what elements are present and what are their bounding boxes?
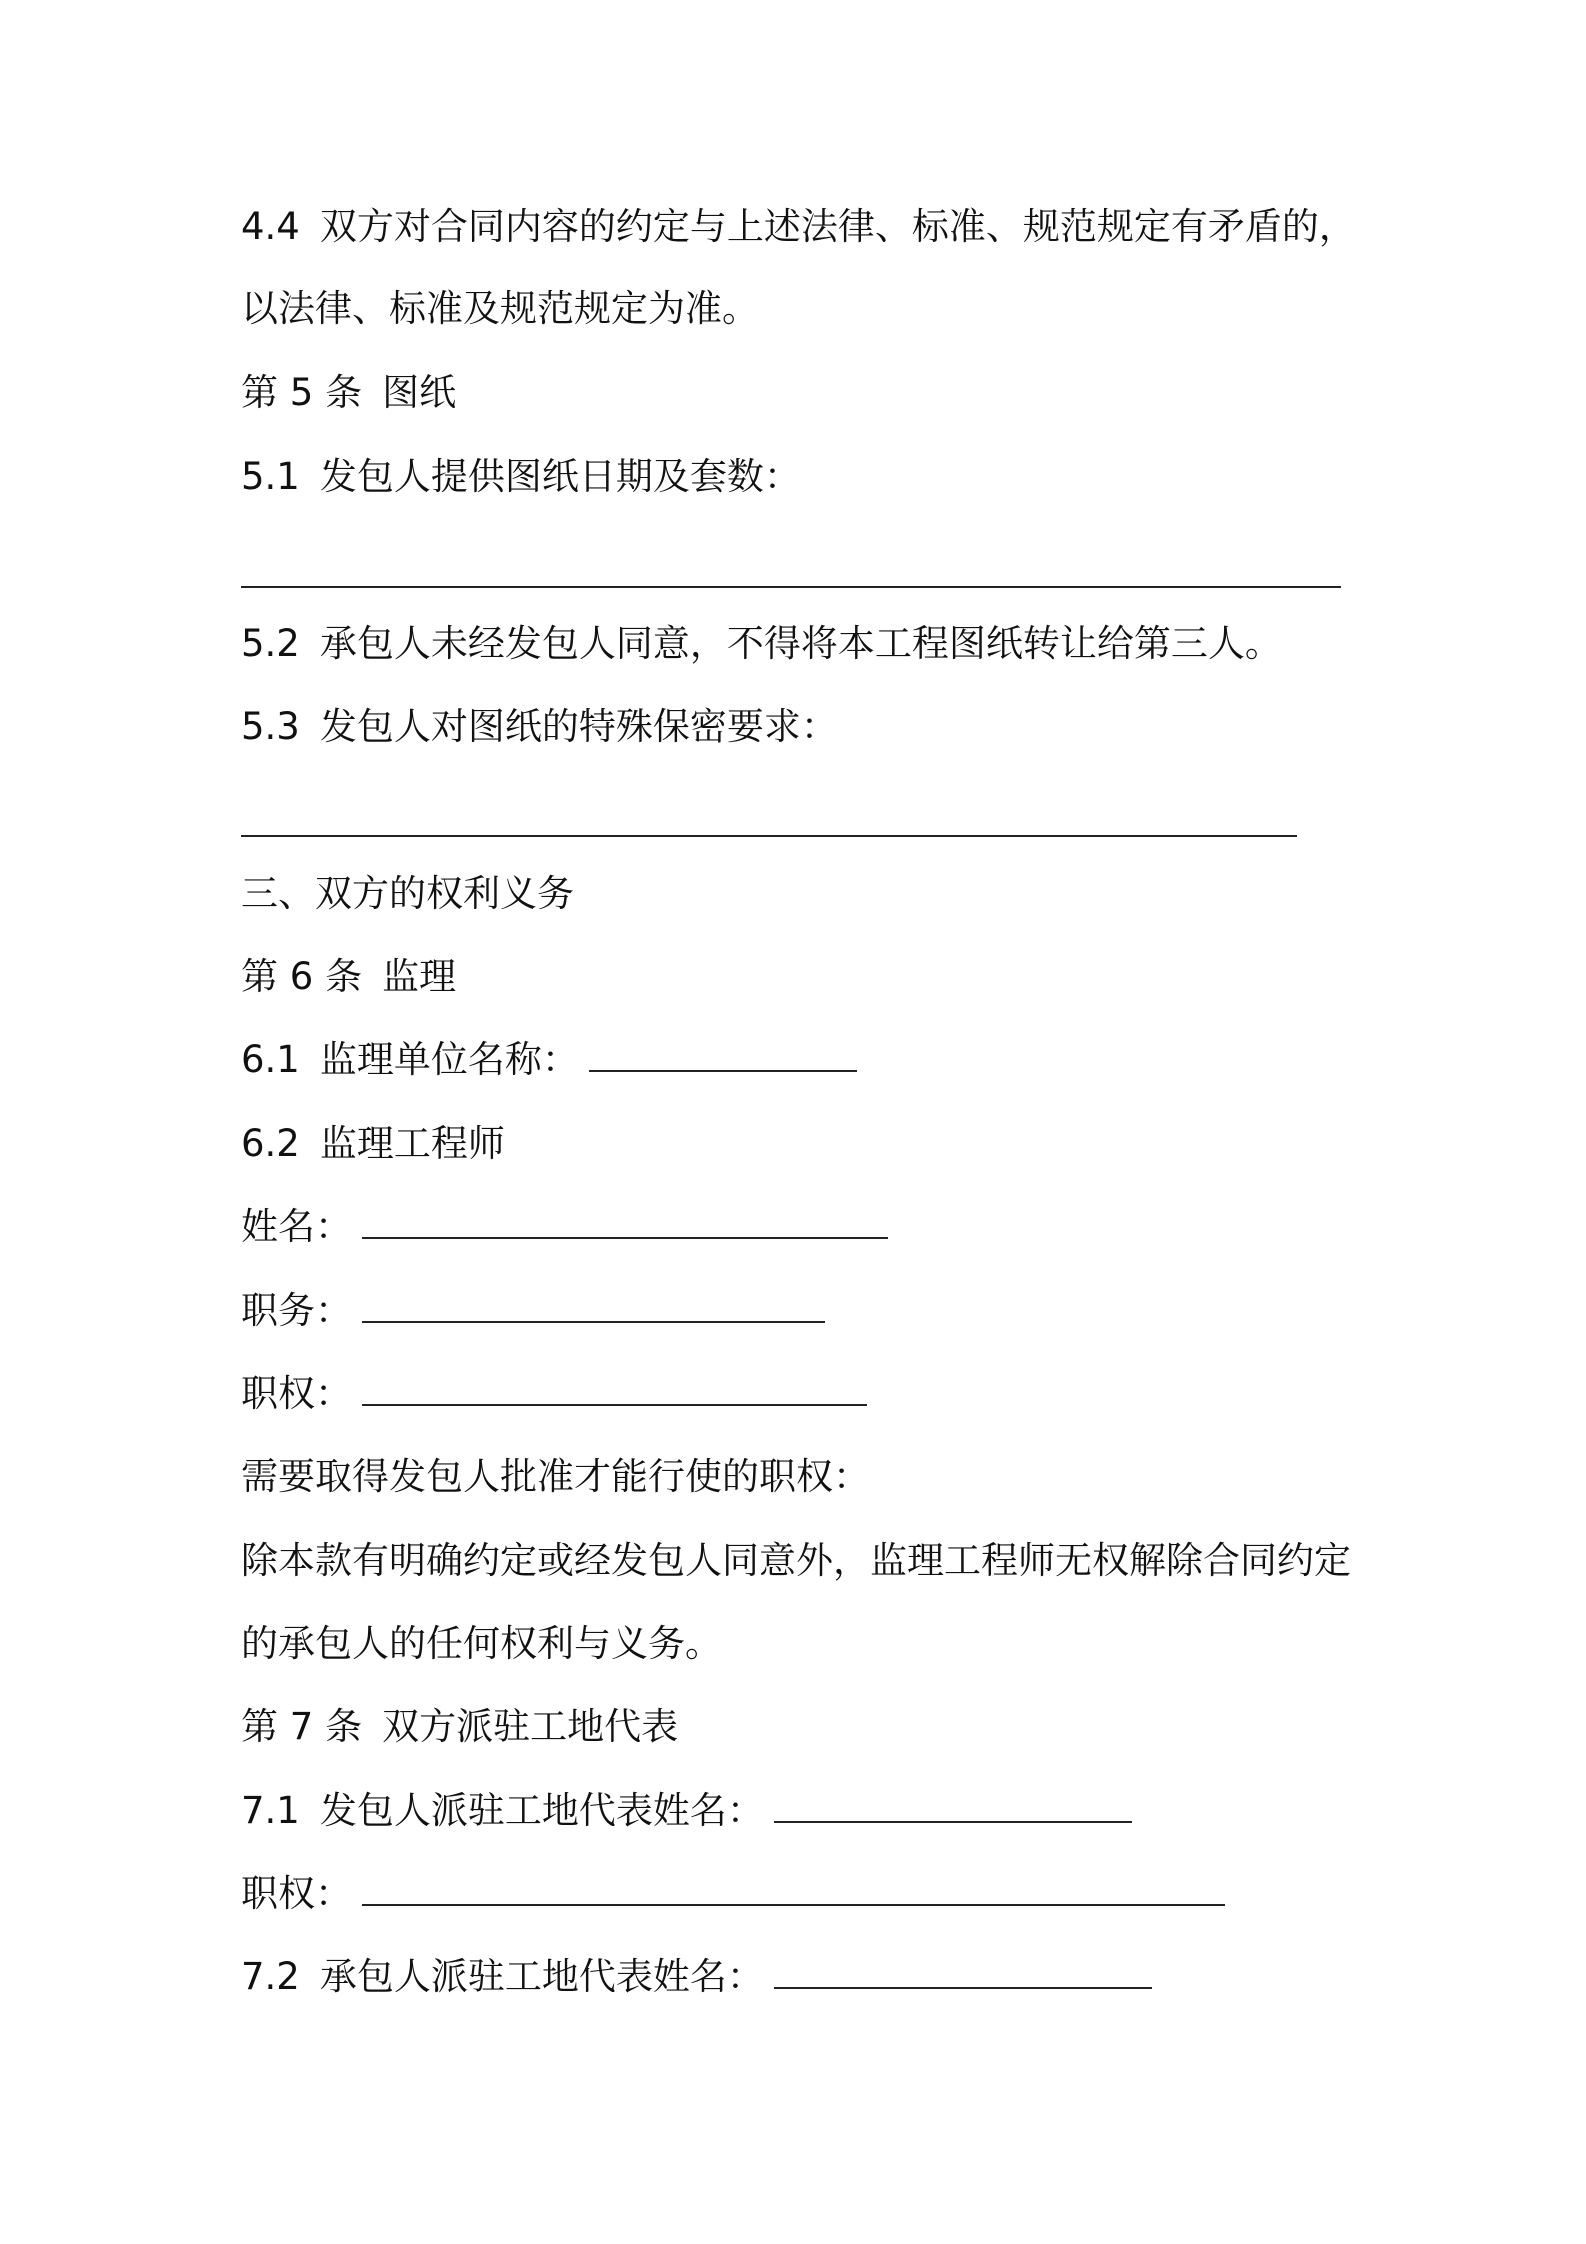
fill-in-line-5-3[interactable] xyxy=(241,835,1297,837)
blank-field[interactable] xyxy=(774,1986,1152,1989)
clause-number: 6.2 xyxy=(241,1122,300,1165)
clause-text: 双方对合同内容的约定与上述法律、标准、规范规定有矛盾的， xyxy=(319,205,1356,248)
blank-field[interactable] xyxy=(362,1236,888,1239)
blank-field[interactable] xyxy=(589,1069,857,1072)
clause-6-1 xyxy=(241,1038,857,1082)
exception-line-1 xyxy=(241,1539,1351,1583)
clause-text: 承包人未经发包人同意，不得将本工程图纸转让给第三人。 xyxy=(319,622,1282,665)
clause-text: 监理工程师 xyxy=(319,1122,505,1165)
blank-field[interactable] xyxy=(362,1403,867,1406)
clause-number: 6.1 xyxy=(241,1038,300,1081)
clause-number: 5.2 xyxy=(241,622,300,665)
clause-7-1 xyxy=(241,1789,1132,1833)
section-title: 三、双方的权利义务 xyxy=(241,872,574,915)
rep-power-row xyxy=(241,1872,1225,1916)
clause-text: 以法律、标准及规范规定为准。 xyxy=(241,287,759,330)
field-label: 姓名： xyxy=(241,1205,352,1248)
clause-text: 发包人派驻工地代表姓名： xyxy=(319,1789,764,1832)
clause-number: 7.2 xyxy=(241,1955,300,1998)
article-number: 第 6 条 xyxy=(241,955,363,998)
clause-4-4-line-2 xyxy=(241,287,759,331)
field-label: 职权： xyxy=(241,1872,352,1915)
article-7-heading xyxy=(241,1705,678,1749)
clause-number: 7.1 xyxy=(241,1789,300,1832)
field-label: 职务： xyxy=(241,1289,352,1332)
clause-number: 5.1 xyxy=(241,455,300,498)
clause-5-1 xyxy=(241,455,801,499)
clause-text: 发包人对图纸的特殊保密要求： xyxy=(319,705,838,748)
clause-5-2 xyxy=(241,622,1282,666)
clause-number: 4.4 xyxy=(241,205,300,248)
clause-7-2 xyxy=(241,1955,1152,1999)
clause-text: 的承包人的任何权利与义务。 xyxy=(241,1622,722,1665)
engineer-duty-row xyxy=(241,1289,825,1333)
article-number: 第 5 条 xyxy=(241,371,363,414)
clause-number: 5.3 xyxy=(241,705,300,748)
clause-text: 除本款有明确约定或经发包人同意外，监理工程师无权解除合同约定 xyxy=(241,1539,1351,1582)
article-title: 双方派驻工地代表 xyxy=(382,1705,679,1748)
clause-5-3 xyxy=(241,705,838,749)
approval-line xyxy=(241,1455,870,1499)
clause-4-4-line-1 xyxy=(241,205,1356,249)
section-3-heading xyxy=(241,872,574,916)
article-6-heading xyxy=(241,955,456,999)
article-number: 第 7 条 xyxy=(241,1705,363,1748)
field-label: 职权： xyxy=(241,1372,352,1415)
article-title: 监理 xyxy=(382,955,457,998)
exception-line-2 xyxy=(241,1622,722,1666)
clause-text: 承包人派驻工地代表姓名： xyxy=(319,1955,764,1998)
clause-text: 需要取得发包人批准才能行使的职权： xyxy=(241,1455,870,1498)
clause-text: 发包人提供图纸日期及套数： xyxy=(319,455,801,498)
engineer-name-row xyxy=(241,1205,888,1249)
blank-field[interactable] xyxy=(362,1903,1225,1906)
blank-field[interactable] xyxy=(774,1820,1132,1823)
blank-field[interactable] xyxy=(362,1320,825,1323)
clause-6-2 xyxy=(241,1122,505,1166)
fill-in-line-5-1[interactable] xyxy=(241,586,1341,588)
engineer-power-row xyxy=(241,1372,867,1416)
article-title: 图纸 xyxy=(382,371,457,414)
clause-text: 监理单位名称： xyxy=(319,1038,579,1081)
article-5-heading xyxy=(241,371,456,415)
